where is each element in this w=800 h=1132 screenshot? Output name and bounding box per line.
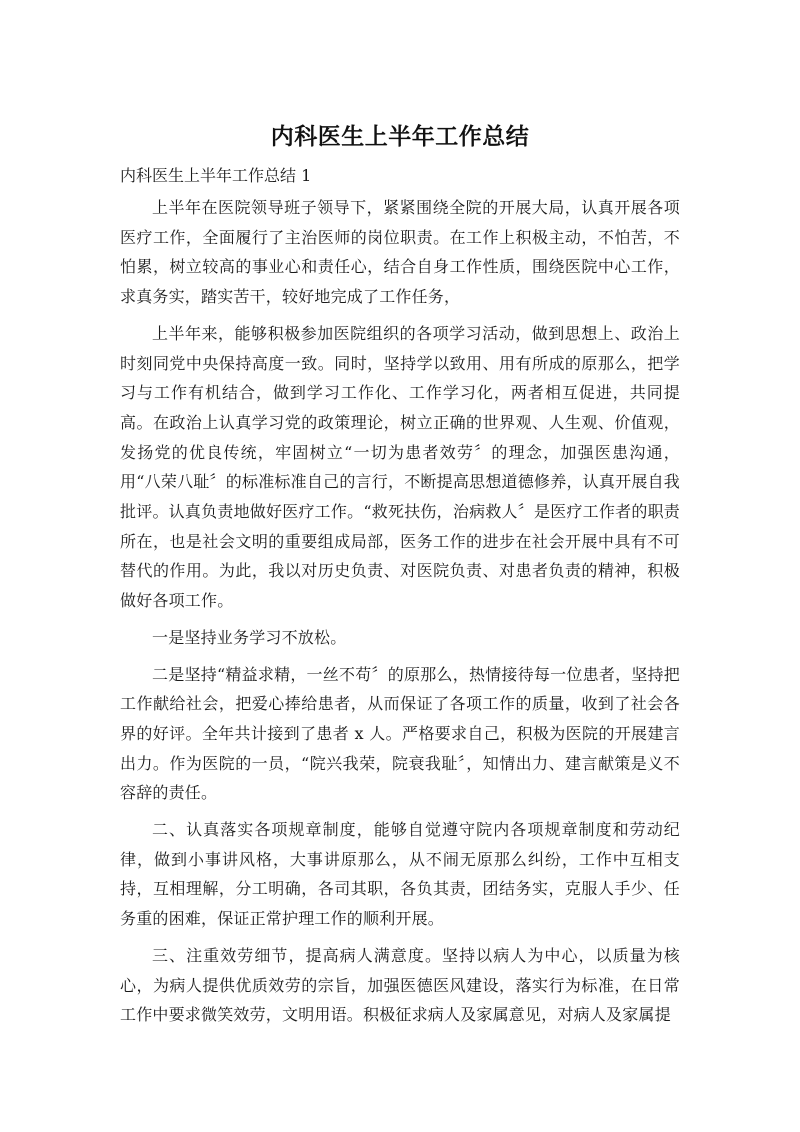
paragraph: 三、注重效劳细节，提高病人满意度。坚持以病人为中心，以质量为核心，为病人提供优质效劳的宗旨，加强医德医风建设，落实行为标准，在日常工作中要求微笑效劳，文明用语。积极征求病人及家属意见，对病人及家属提 (120, 945, 680, 1025)
paragraph: 一是坚持业务学习不放松。 (152, 627, 347, 647)
document-subtitle: 内科医生上半年工作总结 1 (120, 166, 312, 185)
paragraph: 上半年来，能够积极参加医院组织的各项学习活动，做到思想上、政治上时刻同党中央保持高度一致。同时，坚持学以致用、用有所成的原那么，把学习与工作有机结合，做到学习工作化、工作学习化，两者相互促进，共同提高。在政治上认真学习党的政策理论，树立正确的世界观、人生观、价值观，发扬党的优良传统，牢固树立“一切为患者效劳〞的理念，加强医患沟通，用“八荣八耻〞的标准标准自己的言行，不断提高思想道德修养，认真开展自我批评。认真负责地做好医疗工作。“救死扶伤，治病救人〞是医疗工作者的职责所在，也是社会文明的重要组成局部，医务工作的进步在社会开展中具有不可替代的作用。为此，我以对历史负责、对医院负责、对患者负责的精神，积极做好各项工作。 (120, 323, 680, 611)
document-body (120, 193, 680, 1037)
paragraph: 二是坚持“精益求精，一丝不苟〞的原那么，热情接待每一位患者，坚持把工作献给社会，把爱心捧给患者，从而保证了各项工作的质量，收到了社会各界的好评。全年共计接到了患者 x 人。严格要求自己，积极为医院的开展建言出力。作为医院的一员，“院兴我荣，院衰我耻〞，知情出力、建言献策是义不容辞的责任。 (120, 664, 680, 803)
document-title: 内科医生上半年工作总结 (270, 124, 530, 150)
paragraph: 二、认真落实各项规章制度，能够自觉遵守院内各项规章制度和劳动纪律，做到小事讲风格，大事讲原那么，从不闹无原那么纠纷，工作中互相支持，互相理解，分工明确，各司其职，各负其责，团结务实，克服人手少、任务重的困难，保证正常护理工作的顺利开展。 (120, 820, 680, 929)
paragraph: 上半年在医院领导班子领导下，紧紧围绕全院的开展大局，认真开展各项医疗工作，全面履行了主治医师的岗位职责。在工作上积极主动，不怕苦，不怕累，树立较高的事业心和责任心，结合自身工作性质，围绕医院中心工作，求真务实，踏实苦干，较好地完成了工作任务， (120, 198, 680, 307)
